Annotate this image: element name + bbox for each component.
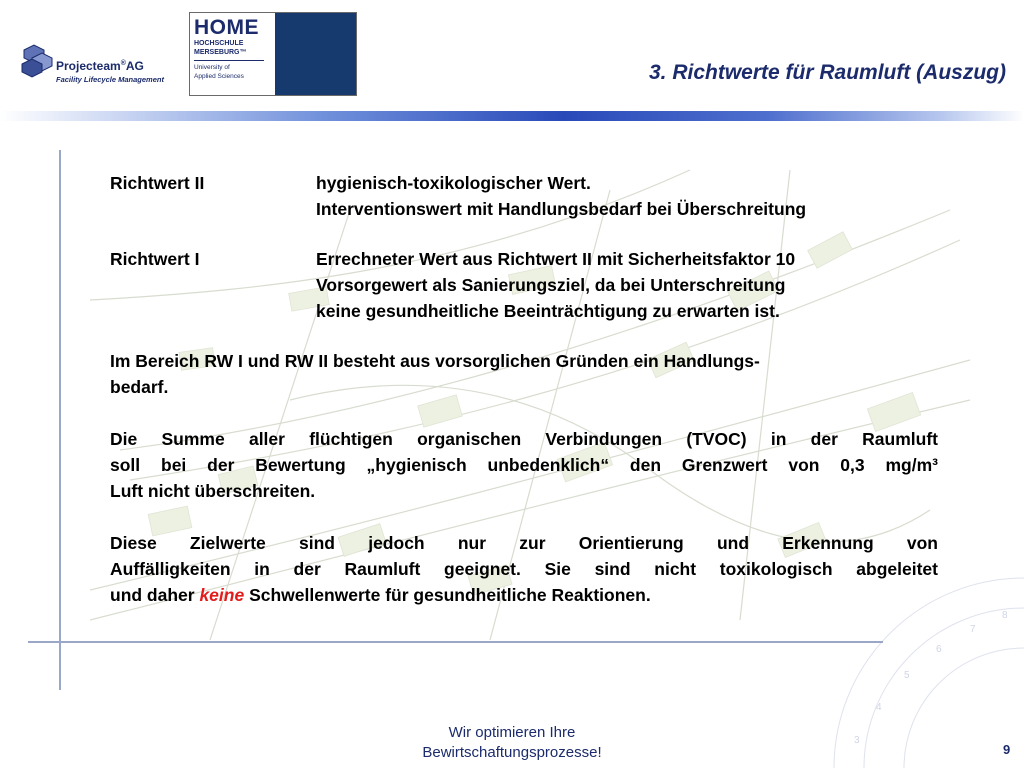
richtwert-i-block <box>110 246 938 324</box>
richtwert-i-line: keine gesundheitliche Beeinträchtigung zu erwarten ist. <box>316 301 780 321</box>
paragraph-line: Luft nicht überschreiten. <box>110 481 316 501</box>
handlungsbedarf-paragraph <box>110 348 938 400</box>
richtwert-ii-label: Richtwert II <box>110 173 205 193</box>
keine-highlight: keine <box>199 585 245 605</box>
richtwert-ii-line: Interventionswert mit Handlungsbedarf bei Überschreitung <box>316 199 807 219</box>
slide-body <box>110 170 938 608</box>
svg-text:8: 8 <box>1002 610 1008 621</box>
home-wordmark: HOME <box>194 16 259 39</box>
paragraph-line: bedarf. <box>110 377 169 397</box>
home-line-merseburg: MERSEBURG™ <box>194 49 247 56</box>
richtwert-i-line: Errechneter Wert aus Richtwert II mit Sicherheitsfaktor 10 <box>316 249 796 269</box>
home-logo-color-block <box>275 13 356 95</box>
slide-title: 3. Richtwerte für Raumluft (Auszug) <box>648 61 1006 84</box>
paragraph-line: und daher keine Schwellenwerte für gesundheitliche Reaktionen. <box>110 585 651 605</box>
footer-line: Wir optimieren Ihre <box>448 724 576 741</box>
paragraph-line: Im Bereich RW I und RW II besteht aus vorsorglichen Gründen ein Handlungs- <box>110 351 760 371</box>
svg-text:6: 6 <box>936 644 942 655</box>
richtwert-ii-line: hygienisch-toxikologischer Wert. <box>316 173 591 193</box>
home-line-university: University of <box>194 64 230 71</box>
home-line-hochschule: HOCHSCHULE <box>194 40 244 47</box>
header-gradient-bar <box>0 111 1024 121</box>
svg-text:4: 4 <box>876 702 882 713</box>
svg-text:5: 5 <box>904 670 910 681</box>
svg-text:7: 7 <box>970 624 976 635</box>
vertical-guide-line <box>59 150 61 690</box>
horizontal-guide-line <box>28 641 883 643</box>
projecteam-hexagon-icon <box>18 44 58 80</box>
page-number: 9 <box>1003 742 1011 757</box>
projecteam-logo <box>18 42 164 90</box>
richtwert-i-label: Richtwert I <box>110 249 200 269</box>
tvoc-paragraph <box>110 426 938 504</box>
paragraph-line: Die Summe aller flüchtigen organischen Verbindungen (TVOC) in der Raumluft <box>110 429 938 449</box>
zielwerte-paragraph <box>110 530 938 608</box>
paragraph-line: soll bei der Bewertung „hygienisch unbedenklich“ den Grenzwert von 0,3 mg/m³ <box>110 455 938 475</box>
footer-slogan <box>0 723 1024 763</box>
richtwert-i-line: Vorsorgewert als Sanierungsziel, da bei Unterschreitung <box>316 275 786 295</box>
svg-text:3: 3 <box>854 735 860 746</box>
projecteam-name: Projecteam®AG <box>56 59 144 73</box>
home-line-applied-sciences: Applied Sciences <box>194 72 244 80</box>
hochschule-merseburg-logo <box>189 12 357 96</box>
paragraph-line: Auffälligkeiten in der Raumluft geeignet. Sie sind nicht toxikologisch abgeleitet <box>110 559 938 579</box>
home-separator <box>194 60 264 61</box>
projecteam-tagline: Facility Lifecycle Management <box>56 75 164 84</box>
richtwert-ii-block <box>110 170 938 222</box>
footer-line: Bewirtschaftungsprozesse! <box>422 744 602 761</box>
paragraph-line: Diese Zielwerte sind jedoch nur zur Orientierung und Erkennung von <box>110 533 938 553</box>
